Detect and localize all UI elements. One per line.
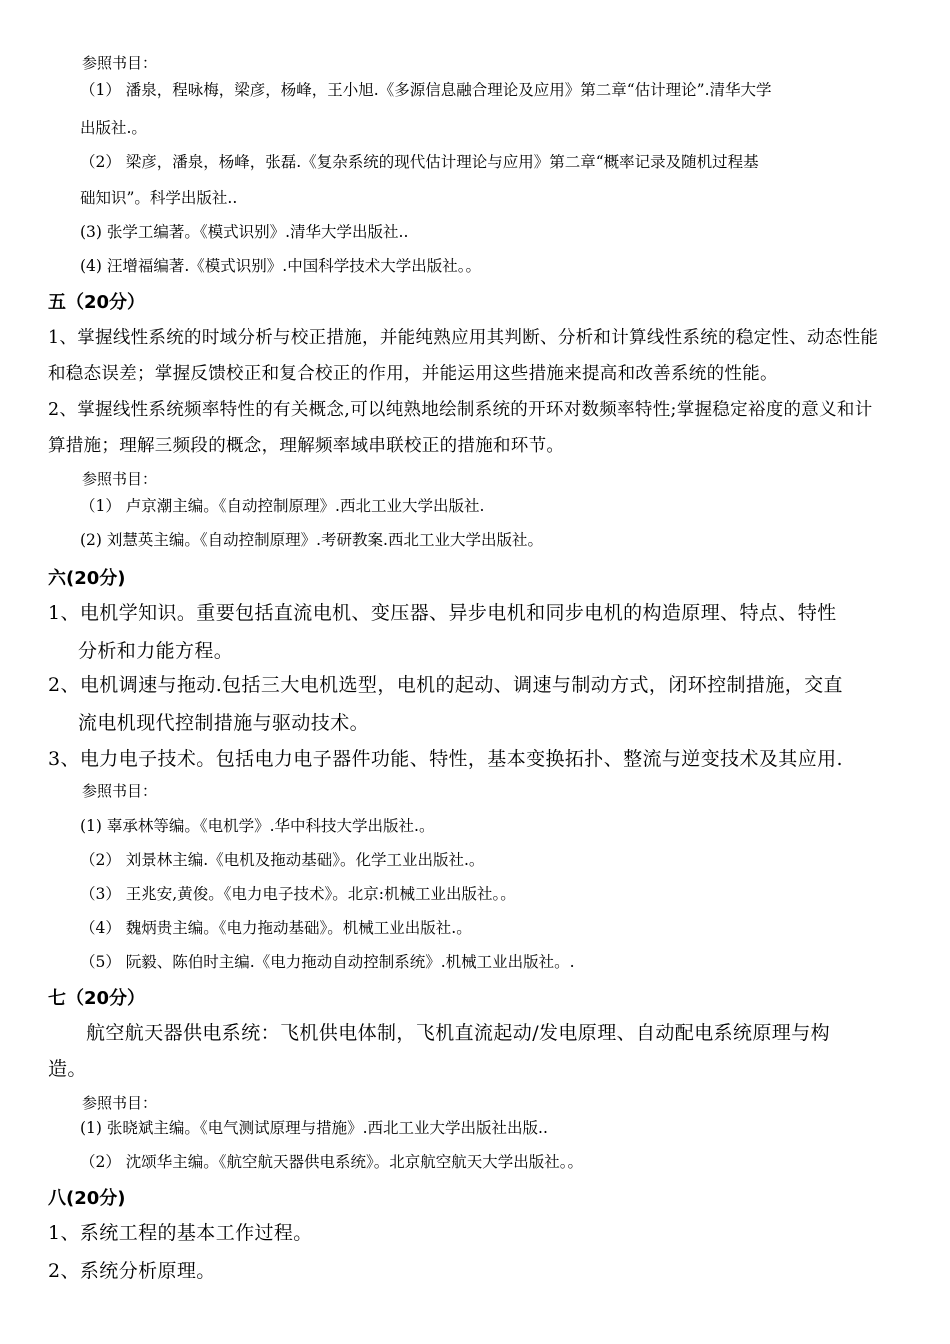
reference-item: (4) 汪增福编著.《模式识别》.中国科学技术大学出版社。。 [80, 257, 481, 275]
reference-item-continued: 出版社.。 [80, 119, 147, 137]
section-6-text: 分析和力能方程。 [78, 640, 234, 662]
section-5-text: 算措施；理解三频段的概念，理解频率域串联校正的措施和环节。 [48, 436, 565, 456]
section-7-text: 造。 [48, 1058, 87, 1080]
reference-item: （5） 阮毅、陈伯时主编.《电力拖动自动控制系统》.机械工业出版社。. [80, 953, 575, 971]
reference-item: （3） 王兆安,黄俊。《电力电子技术》。北京:机械工业出版社。。 [80, 885, 516, 903]
section-heading-8: 八(20分) [48, 1188, 126, 1209]
references-label: 参照书目： [82, 782, 158, 800]
section-6-text: 3、电力电子技术。包括电力电子器件功能、特性，基本变换拓扑、整流与逆变技术及其应用. [48, 748, 843, 770]
reference-item: (1) 张晓斌主编。《电气测试原理与措施》.西北工业大学出版社出版.. [80, 1119, 548, 1137]
references-label: 参照书目： [82, 470, 158, 488]
reference-item: (3) 张学工编著。《模式识别》.清华大学出版社.. [80, 223, 409, 241]
section-5-text: 2、掌握线性系统频率特性的有关概念,可以纯熟地绘制系统的开环对数频率特性;掌握稳定裕度的意义和计 [48, 400, 873, 420]
reference-item-continued: 础知识”。科学出版社.. [80, 189, 238, 207]
section-7-text: 航空航天器供电系统：飞机供电体制，飞机直流起动/发电原理、自动配电系统原理与构 [86, 1022, 831, 1044]
section-8-text: 1、系统工程的基本工作过程。 [48, 1222, 313, 1244]
reference-item: (2) 刘慧英主编。《自动控制原理》.考研教案.西北工业大学出版社。 [80, 531, 543, 549]
section-heading-7: 七（20分） [48, 988, 146, 1009]
reference-item: （2） 沈颂华主编。《航空航天器供电系统》。北京航空航天大学出版社。。 [80, 1153, 584, 1171]
section-heading-6: 六(20分) [48, 568, 126, 589]
reference-item: (1) 辜承林等编。《电机学》.华中科技大学出版社.。 [80, 817, 435, 835]
section-heading-5: 五（20分） [48, 292, 146, 313]
references-label: 参照书目： [82, 1094, 158, 1112]
reference-item: （2） 刘景林主编.《电机及拖动基础》。化学工业出版社.。 [80, 851, 485, 869]
section-5-text: 和稳态误差；掌握反馈校正和复合校正的作用，并能运用这些措施来提高和改善系统的性能。 [48, 364, 778, 384]
section-6-text: 流电机现代控制措施与驱动技术。 [78, 712, 370, 734]
section-6-text: 1、电机学知识。重要包括直流电机、变压器、异步电机和同步电机的构造原理、特点、特性 [48, 602, 837, 624]
reference-item: （4） 魏炳贵主编。《电力拖动基础》。机械工业出版社.。 [80, 919, 472, 937]
references-label: 参照书目： [82, 54, 158, 72]
reference-item: （2） 梁彦，潘泉，杨峰，张磊.《复杂系统的现代估计理论与应用》第二章“概率记录及随机过程基 [80, 153, 759, 171]
reference-item: （1） 卢京潮主编。《自动控制原理》.西北工业大学出版社. [80, 497, 485, 515]
section-8-text: 2、系统分析原理。 [48, 1260, 216, 1282]
section-6-text: 2、电机调速与拖动.包括三大电机选型，电机的起动、调速与制动方式，闭环控制措施，交直 [48, 674, 843, 696]
section-5-text: 1、掌握线性系统的时域分析与校正措施，并能纯熟应用其判断、分析和计算线性系统的稳定性、动态性能 [48, 328, 879, 348]
reference-item: （1） 潘泉，程咏梅，梁彦，杨峰，王小旭.《多源信息融合理论及应用》第二章“估计理论”.清华大学 [80, 81, 772, 99]
